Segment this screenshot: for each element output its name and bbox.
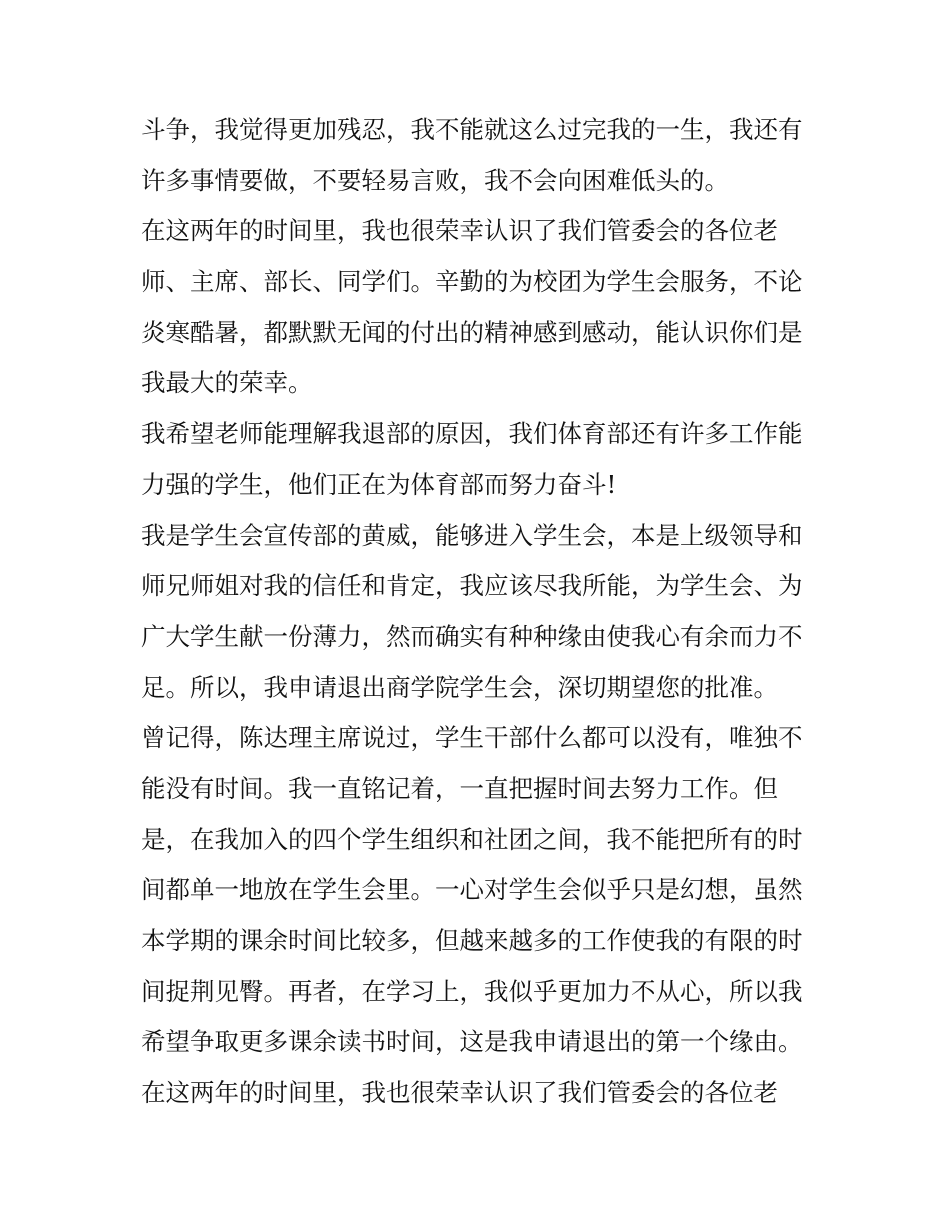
text-line-15: 是，在我加入的四个学生组织和社团之间，我不能把所有的时 <box>141 824 803 854</box>
text-line-10: 师兄师姐对我的信任和肯定，我应该尽我所能，为学生会、为 <box>141 571 803 601</box>
text-line-6: 我最大的荣幸。 <box>141 368 313 398</box>
text-line-9: 我是学生会宣传部的黄威，能够进入学生会，本是上级领导和 <box>141 520 803 550</box>
text-line-3: 在这两年的时间里，我也很荣幸认识了我们管委会的各位老 <box>141 216 778 246</box>
text-line-7: 我希望老师能理解我退部的原因，我们体育部还有许多工作能 <box>141 419 803 449</box>
text-line-17: 本学期的课余时间比较多，但越来越多的工作使我的有限的时 <box>141 926 803 955</box>
text-line-12: 足。所以，我申请退出商学院学生会，深切期望您的批准。 <box>141 672 778 702</box>
text-line-2: 许多事情要做，不要轻易言败，我不会向困难低头的。 <box>141 165 729 195</box>
document-body <box>141 105 813 1119</box>
text-line-18: 间捉荆见臀。再者，在学习上，我似乎更加力不从心，所以我 <box>141 976 803 1006</box>
text-line-5: 炎寒酷暑，都默默无闻的付出的精神感到感动，能认识你们是 <box>141 317 803 347</box>
text-line-8: 力强的学生，他们正在为体育部而努力奋斗! <box>141 469 617 499</box>
text-line-19: 希望争取更多课余读书时间，这是我申请退出的第一个缘由。 <box>141 1027 803 1057</box>
text-line-14: 能没有时间。我一直铭记着，一直把握时间去努力工作。但 <box>141 773 778 803</box>
text-line-16: 间都单一地放在学生会里。一心对学生会似乎只是幻想，虽然 <box>141 875 803 905</box>
text-line-1: 斗争，我觉得更加残忍，我不能就这么过完我的一生，我还有 <box>141 115 803 144</box>
text-line-11: 广大学生献一份薄力，然而确实有种种缘由使我心有余而力不 <box>141 621 803 651</box>
text-line-4: 师、主席、部长、同学们。辛勤的为校团为学生会服务，不论 <box>141 267 803 297</box>
text-line-13: 曾记得，陈达理主席说过，学生干部什么都可以没有，唯独不 <box>141 723 803 753</box>
text-line-20: 在这两年的时间里，我也很荣幸认识了我们管委会的各位老 <box>141 1078 778 1108</box>
